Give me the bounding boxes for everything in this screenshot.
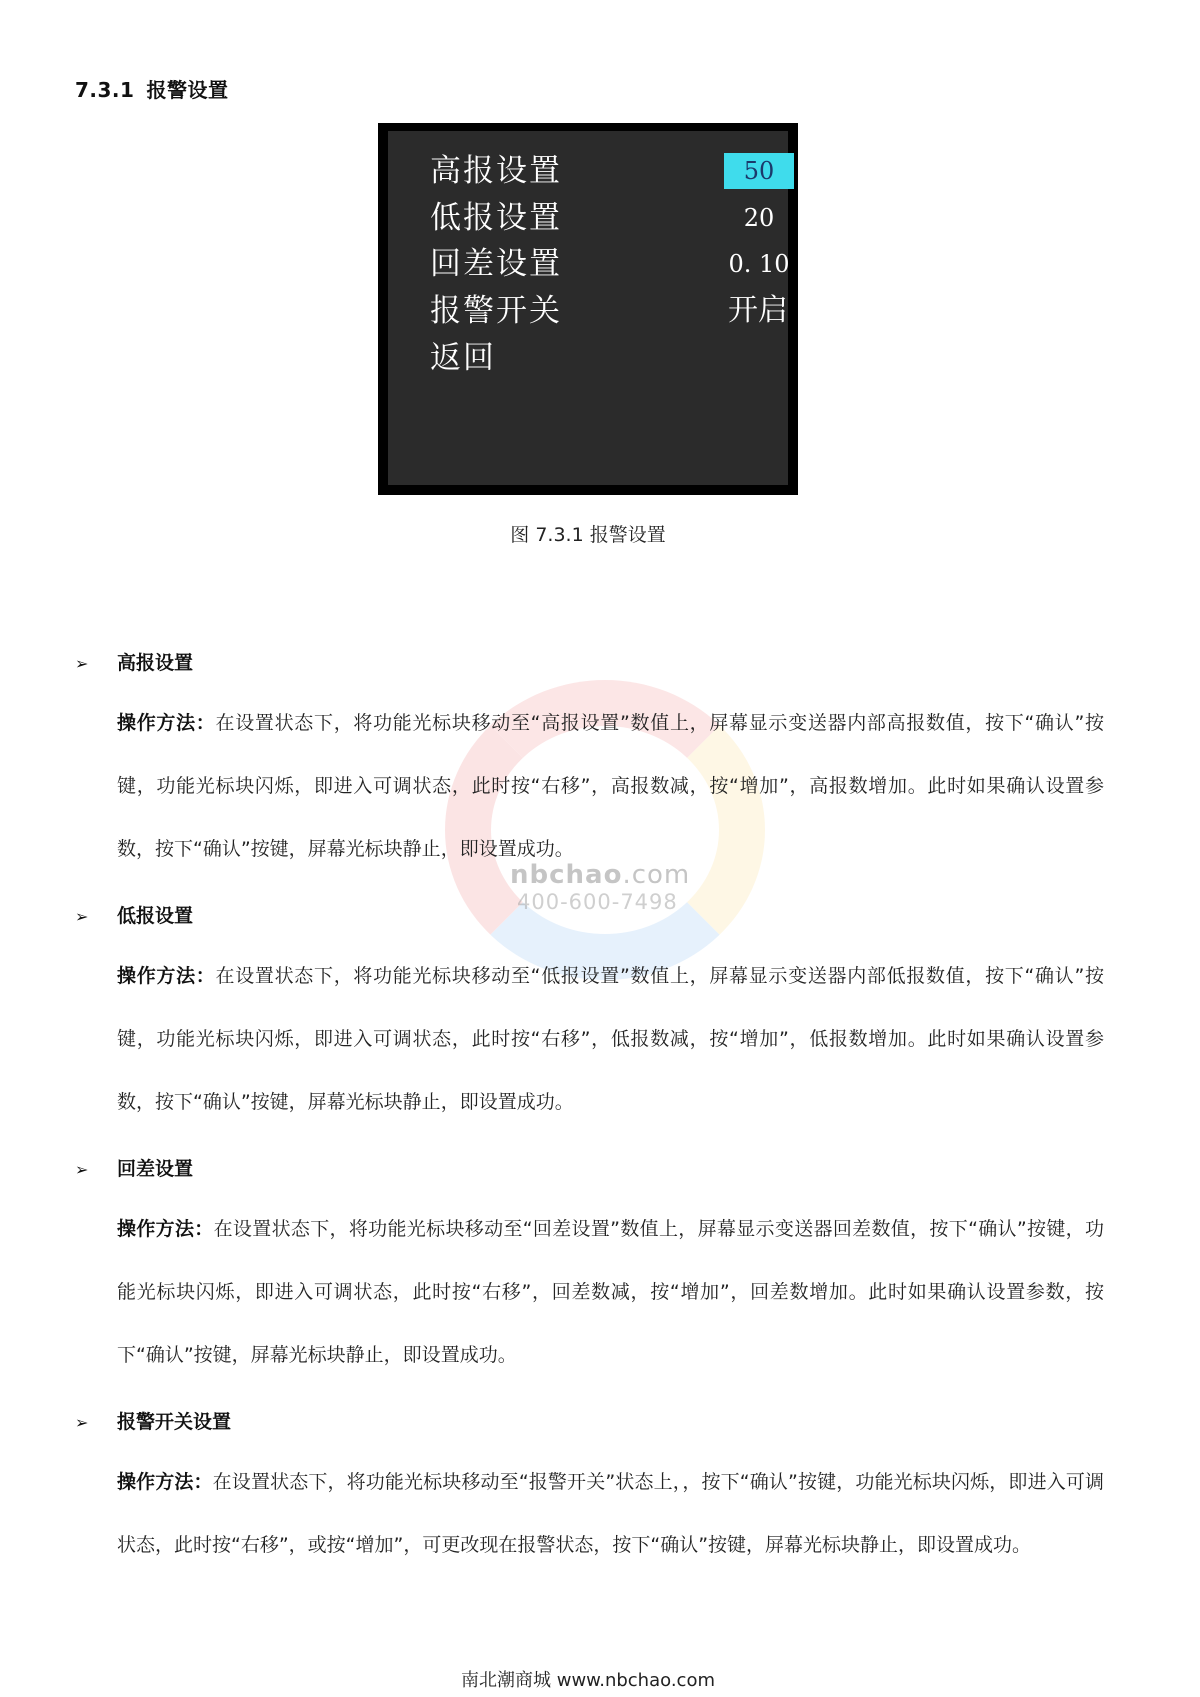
menu-row-high-alarm <box>430 149 788 197</box>
page-footer: 南北潮商城 www.nbchao.com <box>461 1670 715 1691</box>
menu-label: 返回 <box>430 340 496 376</box>
menu-row-alarm-switch <box>430 289 788 337</box>
paragraph-lead: 操作方法： <box>117 965 216 987</box>
watermark-brand: nbchao.com <box>510 860 691 890</box>
paragraph-lead: 操作方法： <box>117 1218 214 1240</box>
lcd-screen <box>388 131 788 485</box>
menu-value: 0. 10 <box>728 250 790 278</box>
menu-label: 报警开关 <box>430 293 562 329</box>
watermark-phone: 400-600-7498 <box>517 890 678 914</box>
menu-label: 低报设置 <box>430 200 562 236</box>
arrow-bullet-icon: ➢ <box>75 1160 89 1179</box>
item-title-high-alarm: ➢ 高报设置 <box>75 652 194 674</box>
section-heading <box>75 74 228 103</box>
paragraph-lead: 操作方法： <box>117 712 216 734</box>
section-number: 7.3.1 <box>75 78 135 102</box>
menu-value: 20 <box>743 204 775 232</box>
menu-value: 开启 <box>728 293 788 328</box>
arrow-bullet-icon: ➢ <box>75 654 89 673</box>
paragraph-lead: 操作方法： <box>117 1471 213 1493</box>
menu-label: 高报设置 <box>430 153 562 189</box>
item-title-alarm-switch: ➢ 报警开关设置 <box>75 1411 232 1433</box>
section-title: 报警设置 <box>146 78 229 102</box>
arrow-bullet-icon: ➢ <box>75 907 89 926</box>
arrow-bullet-icon: ➢ <box>75 1413 89 1432</box>
menu-label: 回差设置 <box>430 246 562 282</box>
menu-row-hysteresis <box>430 242 788 290</box>
menu-value-selected: 50 <box>724 153 794 189</box>
paragraph-hysteresis: 操作方法：在设置状态下，将功能光标块移动至“回差设置”数值上，屏幕显示变送器回差数值，按下“确认”按键，功能光标块闪烁，即进入可调状态，此时按“右移”，回差数减，按“增加”，回差数增加。此时如果确认设置参数，按下“确认”按键，屏幕光标块静止，即设置成功。 <box>117 1218 1104 1366</box>
menu-row-low-alarm <box>430 196 788 244</box>
item-title-hysteresis: ➢ 回差设置 <box>75 1158 194 1180</box>
paragraph-alarm-switch: 操作方法：在设置状态下，将功能光标块移动至“报警开关”状态上，，按下“确认”按键，功能光标块闪烁，即进入可调状态，此时按“右移”，或按“增加”，可更改现在报警状态，按下“确认”按键，屏幕光标块静止，即设置成功。 <box>117 1471 1104 1556</box>
paragraph-low-alarm: 操作方法：在设置状态下，将功能光标块移动至“低报设置”数值上，屏幕显示变送器内部低报数值，按下“确认”按键，功能光标块闪烁，即进入可调状态，此时按“右移”，低报数减，按“增加”，低报数增加。此时如果确认设置参数，按下“确认”按键，屏幕光标块静止，即设置成功。 <box>117 965 1104 1113</box>
item-title-low-alarm: ➢ 低报设置 <box>75 905 194 927</box>
paragraph-high-alarm: 操作方法：在设置状态下，将功能光标块移动至“高报设置”数值上，屏幕显示变送器内部高报数值，按下“确认”按键，功能光标块闪烁，即进入可调状态，此时按“右移”，高报数减，按“增加”，高报数增加。此时如果确认设置参数，按下“确认”按键，屏幕光标块静止，即设置成功。 <box>117 712 1104 860</box>
menu-row-back <box>430 336 788 384</box>
alarm-settings-screen-figure <box>378 123 798 495</box>
figure-caption: 图 7.3.1 报警设置 <box>510 524 666 546</box>
